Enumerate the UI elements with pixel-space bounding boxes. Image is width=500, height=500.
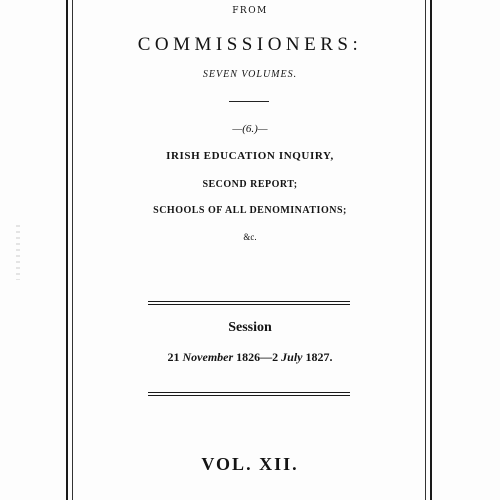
subject-line-3: SCHOOLS OF ALL DENOMINATIONS; [153,205,347,216]
volume-count: SEVEN VOLUMES. [202,69,298,80]
start-month: November [182,350,234,364]
session-label: Session [228,320,272,335]
etcetera: &c. [243,232,257,242]
short-rule [229,101,269,102]
date-separator: — [260,350,273,364]
from-heading: FROM [232,6,268,16]
subject-line-2: SECOND REPORT; [202,179,298,190]
double-rule-top [148,301,350,305]
commissioners-heading: COMMISSIONERS: [137,34,363,55]
start-day: 21 [167,350,180,364]
subject-line-1: IRISH EDUCATION INQUIRY, [166,150,334,162]
double-rule-bottom [148,392,350,396]
start-year: 1826 [236,350,261,364]
end-day: 2 [272,350,279,364]
volume-number: VOL. XII. [201,454,299,474]
report-number: —(6.)— [232,123,268,135]
session-dates [0,350,500,365]
end-month: July [281,350,303,364]
end-year: 1827. [305,350,333,364]
